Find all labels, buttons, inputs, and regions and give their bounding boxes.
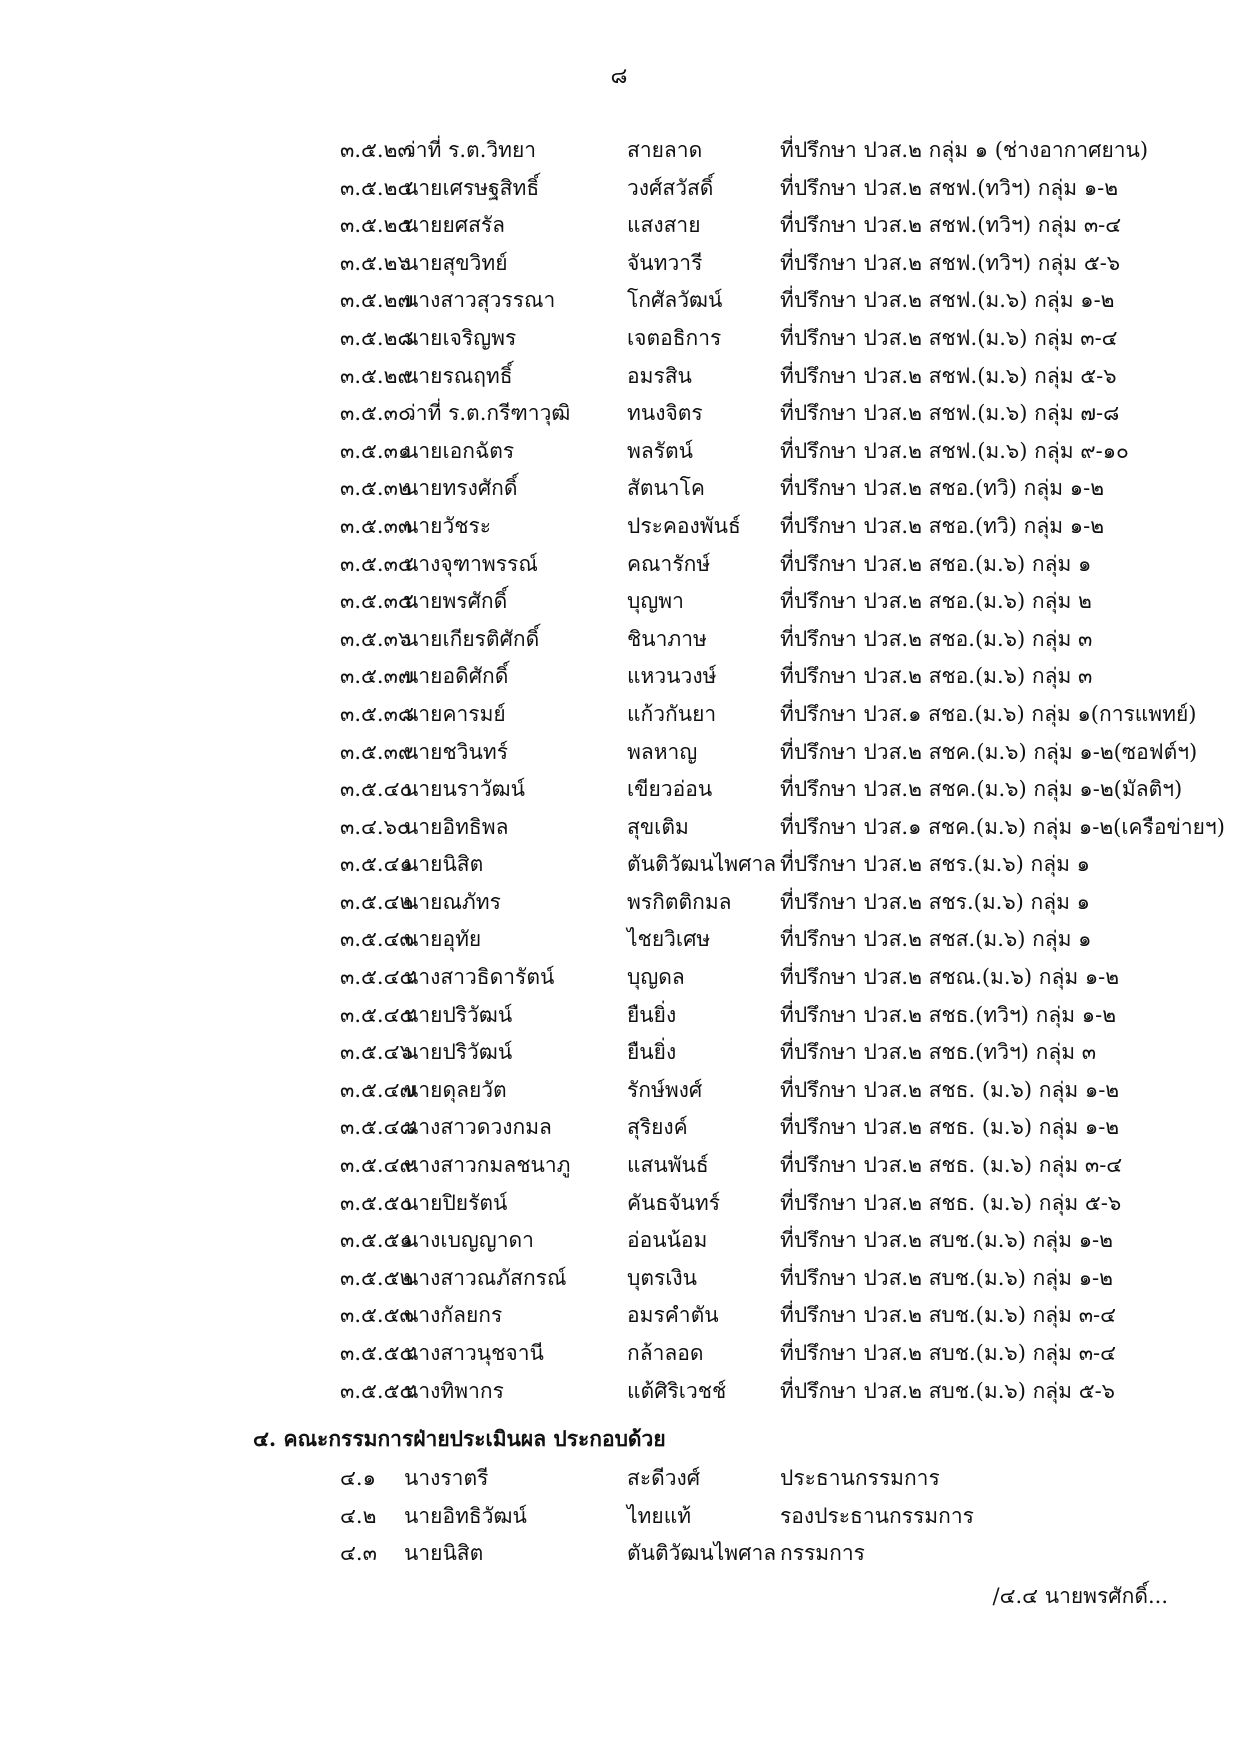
- person-role: ที่ปรึกษา ปวส.๒ สชฟ.(ม.๖) กลุ่ม ๓-๔: [780, 325, 1118, 350]
- person-role: ที่ปรึกษา ปวส.๒ สชธ. (ม.๖) กลุ่ม ๑-๒: [780, 1115, 1120, 1140]
- list-item: [0, 1297, 1238, 1335]
- page-number: ๘: [610, 64, 628, 89]
- person-surname: วงศ์สวัสดิ์: [627, 175, 714, 200]
- person-name: นางสาวสุวรรณา: [404, 288, 556, 313]
- list-item: [0, 170, 1238, 208]
- person-surname: พรกิตติกมล: [627, 889, 732, 914]
- person-name: นายปริวัฒน์: [404, 1040, 513, 1065]
- person-surname: บุญดล: [627, 965, 685, 990]
- person-name: นายวัชระ: [404, 513, 492, 538]
- person-surname: ยืนยิ่ง: [627, 1040, 677, 1065]
- person-surname: คณารักษ์: [627, 551, 711, 576]
- person-name: นายอิทธิพล: [404, 814, 509, 839]
- item-number: ๓.๕.๓๗: [340, 664, 414, 689]
- person-surname: พลหาญ: [627, 739, 698, 764]
- list-item: [0, 1460, 1238, 1498]
- person-name: นางสาวณภัสกรณ์: [404, 1265, 567, 1290]
- person-name: นางราตรี: [404, 1466, 489, 1490]
- person-role: ที่ปรึกษา ปวส.๒ สบช.(ม.๖) กลุ่ม ๓-๔: [780, 1303, 1117, 1328]
- item-number: ๔.๑: [340, 1466, 376, 1490]
- item-number: ๓.๕.๔๗: [340, 1077, 416, 1102]
- item-number: ๓.๕.๒๖: [340, 250, 411, 275]
- list-item: [0, 846, 1238, 884]
- continuation-marker: /๔.๔ นายพรศักดิ์...: [992, 1584, 1168, 1608]
- person-role: ที่ปรึกษา ปวส.๒ สชฟ.(ม.๖) กลุ่ม ๕-๖: [780, 363, 1117, 388]
- list-item: [0, 1072, 1238, 1110]
- person-role: ที่ปรึกษา ปวส.๒ สชร.(ม.๖) กลุ่ม ๑: [780, 889, 1090, 914]
- person-surname: จันทวารี: [627, 250, 703, 275]
- person-name: นางจุฑาพรรณ์: [404, 551, 538, 576]
- list-item: [0, 884, 1238, 922]
- person-surname: ไชยวิเศษ: [627, 927, 711, 952]
- list-item: [0, 320, 1238, 358]
- list-item: [0, 658, 1238, 696]
- list-item: [0, 282, 1238, 320]
- evaluation-committee-list: [0, 1460, 1238, 1573]
- person-name: นายเศรษฐสิทธิ์: [404, 175, 540, 200]
- item-number: ๓.๕.๕๐: [340, 1190, 413, 1215]
- person-name: นายเอกฉัตร: [404, 438, 515, 463]
- person-surname: อมรสิน: [627, 363, 692, 388]
- person-surname: โกศัลวัฒน์: [627, 288, 723, 313]
- person-role: ที่ปรึกษา ปวส.๒ สบช.(ม.๖) กลุ่ม ๕-๖: [780, 1378, 1116, 1403]
- person-name: นายอิทธิวัฒน์: [404, 1503, 527, 1528]
- item-number: ๓.๔.๖๐: [340, 814, 410, 839]
- item-number: ๓.๕.๔๕: [340, 1002, 416, 1027]
- person-surname: บุญพา: [627, 589, 684, 614]
- person-role: ที่ปรึกษา ปวส.๒ สชค.(ม.๖) กลุ่ม ๑-๒(มัลติฯ): [780, 777, 1183, 802]
- item-number: ๓.๕.๒๗: [340, 288, 414, 313]
- list-item: [0, 1034, 1238, 1072]
- item-number: ๓.๕.๓๕: [340, 589, 414, 614]
- person-name: นายปิยรัตน์: [404, 1190, 508, 1215]
- item-number: ๓.๕.๔๘: [340, 1115, 416, 1140]
- person-role: ที่ปรึกษา ปวส.๒ สชอ.(ม.๖) กลุ่ม ๒: [780, 589, 1092, 614]
- person-role: ที่ปรึกษา ปวส.๒ สชฟ.(ม.๖) กลุ่ม ๑-๒: [780, 288, 1115, 313]
- item-number: ๓.๕.๓๐: [340, 401, 411, 426]
- list-item: [0, 245, 1238, 283]
- person-role: ที่ปรึกษา ปวส.๒ สชธ. (ม.๖) กลุ่ม ๕-๖: [780, 1190, 1122, 1215]
- person-surname: ประคองพันธ์: [627, 513, 741, 538]
- item-number: ๓.๕.๔๑: [340, 852, 413, 877]
- person-name: นายทรงศักดิ์: [404, 476, 518, 501]
- person-surname: บุตรเงิน: [627, 1265, 698, 1290]
- list-item: [0, 771, 1238, 809]
- person-surname: ชินาภาษ: [627, 626, 707, 651]
- person-surname: สุริยงค์: [627, 1115, 688, 1140]
- item-number: ๓.๕.๕๒: [340, 1265, 414, 1290]
- person-surname: อ่อนน้อม: [627, 1228, 708, 1253]
- person-role: ที่ปรึกษา ปวส.๒ สชอ.(ม.๖) กลุ่ม ๑: [780, 551, 1092, 576]
- person-role: ประธานกรรมการ: [780, 1466, 940, 1490]
- item-number: ๔.๓: [340, 1541, 377, 1566]
- person-surname: อมรคำตัน: [627, 1303, 719, 1328]
- item-number: ๓.๕.๓๔: [340, 551, 414, 576]
- person-role: ที่ปรึกษา ปวส.๒ สชฟ.(ทวิฯ) กลุ่ม ๓-๔: [780, 213, 1122, 238]
- person-name: นางสาวกมลชนาภู: [404, 1153, 571, 1178]
- person-surname: แก้วกันยา: [627, 701, 717, 726]
- item-number: ๓.๕.๔๔: [340, 965, 416, 990]
- person-role: กรรมการ: [780, 1541, 865, 1566]
- list-item: [0, 621, 1238, 659]
- list-item: [0, 1109, 1238, 1147]
- person-role: ที่ปรึกษา ปวส.๒ สชอ.(ม.๖) กลุ่ม ๓: [780, 664, 1093, 689]
- person-role: ที่ปรึกษา ปวส.๒ สชอ.(ทวิ) กลุ่ม ๑-๒: [780, 476, 1105, 501]
- item-number: ๓.๕.๔๖: [340, 1040, 413, 1065]
- list-item: [0, 1260, 1238, 1298]
- list-item: [0, 207, 1238, 245]
- list-item: [0, 546, 1238, 584]
- item-number: ๓.๕.๓๘: [340, 701, 415, 726]
- person-surname: พลรัตน์: [627, 438, 693, 463]
- item-number: ๓.๕.๕๕: [340, 1378, 416, 1403]
- person-role: ที่ปรึกษา ปวส.๒ สบช.(ม.๖) กลุ่ม ๑-๒: [780, 1265, 1113, 1290]
- person-role: ที่ปรึกษา ปวส.๒ สบช.(ม.๖) กลุ่ม ๑-๒: [780, 1228, 1113, 1253]
- person-role: ที่ปรึกษา ปวส.๒ สชณ.(ม.๖) กลุ่ม ๑-๒: [780, 965, 1120, 990]
- list-item: [0, 1335, 1238, 1373]
- item-number: ๓.๕.๒๘: [340, 325, 414, 350]
- list-item: [0, 395, 1238, 433]
- person-role: ที่ปรึกษา ปวส.๒ สชธ. (ม.๖) กลุ่ม ๓-๔: [780, 1153, 1123, 1178]
- item-number: ๓.๕.๓๙: [340, 739, 414, 764]
- person-name: ว่าที่ ร.ต.กรีฑาวุฒิ: [404, 401, 571, 426]
- list-item: [0, 358, 1238, 396]
- list-item: [0, 997, 1238, 1035]
- person-surname: ตันติวัฒนไพศาล: [627, 1541, 777, 1566]
- item-number: ๓.๕.๓๑: [340, 438, 412, 463]
- person-surname: ตันติวัฒนไพศาล: [627, 852, 777, 877]
- list-item: [0, 809, 1238, 847]
- person-role: ที่ปรึกษา ปวส.๒ สชธ.(ทวิฯ) กลุ่ม ๑-๒: [780, 1002, 1117, 1027]
- item-number: ๓.๕.๔๙: [340, 1153, 415, 1178]
- person-surname: กล้าลอด: [627, 1341, 704, 1365]
- list-item: [0, 921, 1238, 959]
- person-name: นายอุทัย: [404, 927, 482, 952]
- person-name: นายยศสรัล: [404, 213, 506, 238]
- person-surname: สัตนาโค: [627, 476, 705, 501]
- list-item: [0, 583, 1238, 621]
- section-heading: ๔. คณะกรรมการฝ่ายประเมินผล ประกอบด้วย: [253, 1426, 666, 1451]
- person-name: นางเบญญาดา: [404, 1228, 534, 1253]
- item-number: ๓.๕.๒๕: [340, 213, 414, 238]
- person-surname: รักษ์พงศ์: [627, 1077, 703, 1102]
- person-name: นายชวินทร์: [404, 739, 508, 764]
- list-item: [0, 1535, 1238, 1573]
- item-number: ๓.๕.๒๓: [340, 138, 412, 162]
- person-name: นางสาวธิดารัตน์: [404, 965, 555, 990]
- list-item: [0, 1185, 1238, 1223]
- person-name: นายนิสิต: [404, 852, 484, 877]
- item-number: ๓.๕.๔๓: [340, 927, 414, 952]
- list-item: [0, 470, 1238, 508]
- person-role: ที่ปรึกษา ปวส.๒ สชฟ.(ม.๖) กลุ่ม ๗-๘: [780, 401, 1120, 426]
- person-name: นายณภัทร: [404, 889, 501, 914]
- person-surname: ไทยแท้: [627, 1503, 692, 1528]
- person-name: นายอดิศักดิ์: [404, 664, 509, 689]
- person-surname: แสงสาย: [627, 213, 701, 238]
- person-role: ที่ปรึกษา ปวส.๒ สชฟ.(ม.๖) กลุ่ม ๙-๑๐: [780, 438, 1129, 463]
- person-name: นายเกียรติศักดิ์: [404, 626, 540, 651]
- person-name: นางสาวนุชจานี: [404, 1341, 544, 1365]
- person-surname: แต้ศิริเวชช์: [627, 1378, 727, 1403]
- list-item: [0, 1373, 1238, 1411]
- person-name: นางกัลยกร: [404, 1303, 503, 1328]
- person-role: รองประธานกรรมการ: [780, 1503, 974, 1528]
- list-item: [0, 1498, 1238, 1536]
- person-surname: สุขเติม: [627, 814, 689, 839]
- person-role: ที่ปรึกษา ปวส.๒ สชฟ.(ทวิฯ) กลุ่ม ๑-๒: [780, 175, 1119, 200]
- committee-list: [0, 132, 1238, 1410]
- person-surname: เจตอธิการ: [627, 325, 722, 350]
- list-item: [0, 508, 1238, 546]
- item-number: ๓.๕.๔๐: [340, 777, 413, 802]
- person-surname: สะดีวงศ์: [627, 1466, 701, 1490]
- person-role: ที่ปรึกษา ปวส.๒ สชธ. (ม.๖) กลุ่ม ๑-๒: [780, 1077, 1120, 1102]
- item-number: ๓.๕.๕๓: [340, 1303, 414, 1328]
- person-name: นายพรศักดิ์: [404, 589, 508, 614]
- person-name: นายดุลยวัต: [404, 1077, 507, 1102]
- item-number: ๓.๕.๓๒: [340, 476, 412, 501]
- person-surname: แหวนวงษ์: [627, 664, 717, 689]
- person-role: ที่ปรึกษา ปวส.๒ สชร.(ม.๖) กลุ่ม ๑: [780, 852, 1090, 877]
- person-name: นางทิพากร: [404, 1378, 504, 1403]
- item-number: ๓.๕.๒๔: [340, 175, 414, 200]
- person-role: ที่ปรึกษา ปวส.๑ สชค.(ม.๖) กลุ่ม ๑-๒(เครือข่ายฯ): [780, 814, 1225, 839]
- item-number: ๓.๕.๔๒: [340, 889, 414, 914]
- list-item: [0, 734, 1238, 772]
- person-name: ว่าที่ ร.ต.วิทยา: [404, 138, 537, 162]
- person-role: ที่ปรึกษา ปวส.๒ สชอ.(ม.๖) กลุ่ม ๓: [780, 626, 1093, 651]
- person-name: นายสุขวิทย์: [404, 250, 508, 275]
- person-surname: แสนพันธ์: [627, 1153, 709, 1178]
- person-role: ที่ปรึกษา ปวส.๒ กลุ่ม ๑ (ช่างอากาศยาน): [780, 138, 1149, 162]
- person-name: นายปริวัฒน์: [404, 1002, 513, 1027]
- list-item: [0, 1147, 1238, 1185]
- person-name: นายรณฤทธิ์: [404, 363, 513, 388]
- person-role: ที่ปรึกษา ปวส.๒ สชค.(ม.๖) กลุ่ม ๑-๒(ซอฟต์ฯ): [780, 739, 1198, 764]
- person-role: ที่ปรึกษา ปวส.๒ สชอ.(ทวิ) กลุ่ม ๑-๒: [780, 513, 1105, 538]
- person-name: นายเจริญพร: [404, 325, 517, 350]
- item-number: ๓.๕.๓๓: [340, 513, 413, 538]
- person-role: ที่ปรึกษา ปวส.๒ สบช.(ม.๖) กลุ่ม ๓-๔: [780, 1341, 1117, 1365]
- item-number: ๔.๒: [340, 1503, 377, 1528]
- person-surname: คันธจันทร์: [627, 1190, 721, 1215]
- list-item: [0, 959, 1238, 997]
- person-role: ที่ปรึกษา ปวส.๒ สชฟ.(ทวิฯ) กลุ่ม ๕-๖: [780, 250, 1121, 275]
- list-item: [0, 433, 1238, 471]
- list-item: [0, 696, 1238, 734]
- item-number: ๓.๕.๕๑: [340, 1228, 413, 1253]
- person-role: ที่ปรึกษา ปวส.๑ สชอ.(ม.๖) กลุ่ม ๑(การแพทย์): [780, 701, 1197, 726]
- person-name: นายนิสิต: [404, 1541, 484, 1566]
- person-name: นายนราวัฒน์: [404, 777, 525, 802]
- person-surname: ยืนยิ่ง: [627, 1002, 677, 1027]
- person-role: ที่ปรึกษา ปวส.๒ สชส.(ม.๖) กลุ่ม ๑: [780, 927, 1092, 952]
- item-number: ๓.๕.๕๔: [340, 1341, 416, 1365]
- person-surname: ทนงจิตร: [627, 401, 703, 426]
- person-name: นางสาวดวงกมล: [404, 1115, 552, 1140]
- item-number: ๓.๕.๓๖: [340, 626, 412, 651]
- person-surname: สายลาด: [627, 138, 703, 162]
- list-item: [0, 132, 1238, 170]
- person-name: นายคารมย์: [404, 701, 506, 726]
- person-surname: เขียวอ่อน: [627, 777, 713, 802]
- item-number: ๓.๕.๒๙: [340, 363, 413, 388]
- person-role: ที่ปรึกษา ปวส.๒ สชธ.(ทวิฯ) กลุ่ม ๓: [780, 1040, 1097, 1065]
- list-item: [0, 1222, 1238, 1260]
